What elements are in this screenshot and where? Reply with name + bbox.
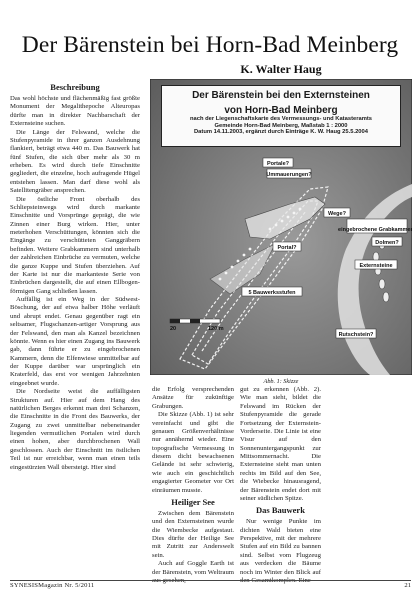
scale-label-left: 20 [170, 326, 177, 332]
map-subtitle-line: Gemeinde Horn-Bad Meinberg, Maßstab 1 : 2000 [214, 122, 348, 129]
paragraph: gut zu erkennen (Abb. 2). Wie man sieht, bildet die Felswand im Rücken der Stufenpyramide die gerade Fortsetzung der Externstein-Vorderseite. Die Linie ist eine Visur auf den Sonnenuntergangspunkt zur Mittsommernacht. Die Externsteine sieht man unten rechts im Bild auf den See, die Wiebecke hinausragend, der Bärenstein endet dort mit seiner südlichen Spitze. [240, 386, 321, 502]
footer-magazine: SYNESISMagazin Nr. 5/2011 [10, 582, 95, 589]
map-title-line-2: von Horn-Bad Meinberg [224, 105, 338, 116]
article-author: K. Walter Haug [240, 62, 322, 76]
map-label-dolmen: Dolmen? [375, 240, 399, 246]
column-2 [152, 386, 234, 585]
map-subtitle-line: Datum 14.11.2003, ergänzt durch Einträge K. W. Haug 25.5.2004 [194, 129, 368, 136]
paragraph: Nur wenige Punkte im dichten Wald bieten eine Perspektive, mit der mehrere Stufen auf ein Bild zu bannen sind. Selbst vom Flugzeug aus verdecken die Bäume noch im Winter den Blick auf den Gesamtkomplex. Eine [240, 518, 321, 584]
map-label-portal: Portal? [277, 245, 297, 251]
paragraph: Die Nordseite weist die auffälligsten Strukturen auf. Hier auf dem Hang des natürlichen Berges erkennt man drei Schanzen, die Einschnitte in die Front des Bauwerks, der Zugang zu zwei unmittelbar nebeneinander liegenden vermutlichen Portalen wird durch einen hohen, aber durchbrochenen Wall geschlossen. Auch der Einschnitt im östlichen Teil ist nur erreichbar, wenn man einen teils eingestürzten Wall übersteigt. Hier sind [10, 388, 140, 471]
map-subtitle-line: nach der Liegenschaftskarte des Vermessungs- und Katasteramts [189, 116, 373, 122]
map-label-ummauerungen: Ummauerungen? [266, 172, 312, 178]
column-3 [240, 386, 321, 585]
figure-caption: Abb. 1: Skizze [263, 378, 299, 385]
map-label-stufen: 5 Bauwerksstufen [248, 290, 296, 296]
section-heading-heiliger-see: Heiliger See [171, 496, 215, 507]
map-label-externsteine: Externsteine [359, 263, 393, 269]
paragraph: Die Länge der Felswand, welche die Stufenpyramide in ihrer ganzen Ausdehnung flankiert, beträgt etwa 440 m. Das Bauwerk hat fünf Stufen, die sich über mehr als 30 m erheben. Es wird durch tiefe Einschnitte gegliedert, die einzelne, hoch aufragende Hügel entstehen lassen. Man darf diese wohl als Satellitengräber ansprechen. [10, 128, 140, 195]
paragraph: Die östliche Front oberhalb des Schliepsteinwegs wird durch markante Einschnitte und Vorsprünge geprägt, die wie Zinnen einer Burg wirken. Hier, unter meterhohen Verschüttungen, könnten sich die Eingänge zu verschütteten Ganggräbern befinden. Weitere Grabkammern sind unterhalb der zahlreichen Einbrüche zu vermuten, welche die ganze Kuppe und Stufen überziehen. Auf der Karte ist nur die markanteste Serie von Einbrüchen dargestellt, die auf einen Ellbogen-förmigen Gang schließen lassen. [10, 195, 140, 295]
paragraph: Auch auf Goggle Earth ist der Bärenstein, vom Weltraum aus gesehen, [152, 560, 234, 584]
paragraph: Auffällig ist ein Weg in der Südwest-Böschung, der auf etwa halber Höhe verläuft und abrupt endet. Genau gegenüber ragt ein seltsamer, Flugschanzen-artiger Vorsprung aus der Felswand, den man als Kanzel bezeichnen könnte. Wenn es hier einen Zugang ins Bauwerk gab, dann führte er zu eingebrochenen Kammern, denn die Elfenwiese unmittelbar auf der Kuppe darüber war ursprünglich ein Kraterfeld, das erst vor wenigen Jahrzehnten eingeebnet wurde. [10, 296, 140, 387]
map-label-portale: Portale? [266, 161, 290, 167]
map-label-grabkammer: eingebrochene Grabkammer? [338, 227, 412, 233]
map-title-line-1: Der Bärenstein bei den Externsteinen [192, 90, 370, 101]
article-title: Der Bärenstein bei Horn-Bad Meinberg [21, 32, 399, 58]
map-label-rutschstein: Rutschstein? [338, 332, 374, 338]
map-figure [150, 79, 412, 375]
footer-divider [10, 580, 411, 581]
scale-label-right: 120 m [208, 326, 224, 332]
paragraph: Das wohl höchste und flächenmäßig fast größte Monument der Megalithepoche Alteuropas dürfte man in direkter Nachbarschaft der Externsteine suchen. [10, 95, 140, 128]
section-heading-das-bauwerk: Das Bauwerk [256, 505, 305, 516]
page-number: 21 [404, 582, 411, 589]
paragraph: Zwischen dem Bärenstein und den Externsteinen wurde die Wiembecke aufgestaut. Dies dürfte der Heilige See mit Zutritt zur Anderswelt sein. [152, 509, 234, 559]
column-1 [10, 80, 140, 472]
section-heading-beschreibung: Beschreibung [50, 82, 100, 92]
paragraph: Die Skizze (Abb. 1) ist sehr vereinfacht und gibt die genauen Größenverhältnisse nur annähernd wieder. Eine topografische Vermessung in diesem dicht bewachsenen Gelände ist sehr schwierig, wie auch ein geschichtlich engagierter Geometer vor Ort einräumen musste. [152, 411, 234, 494]
map-label-wege: Wege? [328, 211, 346, 217]
map-title-box [161, 85, 401, 147]
paragraph: die Erfolg versprechenden Ansätze für zukünftige Grabungen. [152, 386, 234, 410]
